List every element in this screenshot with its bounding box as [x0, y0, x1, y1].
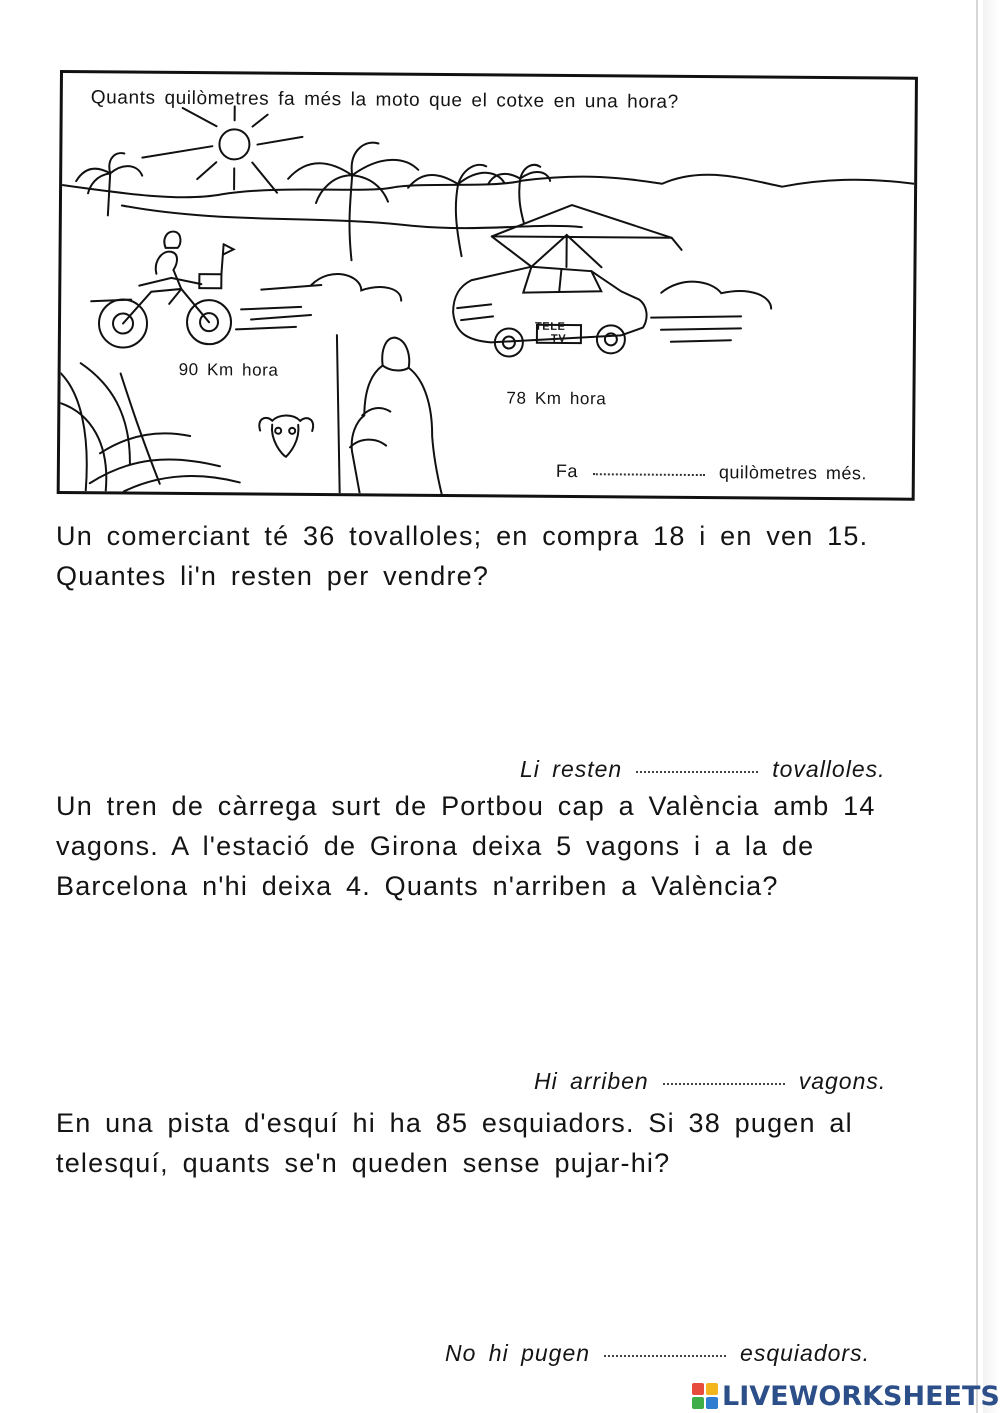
car-decal-tele: TELE: [534, 320, 566, 333]
answer-blank[interactable]: [636, 771, 758, 773]
answer-blank[interactable]: [663, 1083, 785, 1085]
moto-speed-label: 90 Km hora: [178, 359, 279, 380]
problem-2-text: Un tren de càrrega surt de Portbou cap a València amb 14 vagons. A l'estació de Girona deixa 5 vagons i a la de Barcelona n'hi deixa 4. Quants n'arriben a València?: [56, 791, 876, 901]
answer-suffix: quilòmetres més.: [718, 462, 868, 484]
page-shadow: [983, 0, 1000, 1413]
answer-prefix: Li resten: [520, 756, 623, 782]
problem-1-text: Un comerciant té 36 tovalloles; en compra 18 i en ven 15. Quantes li'n resten per vendre?: [56, 521, 869, 591]
liveworksheets-logo[interactable]: [692, 1379, 1000, 1413]
page-edge: [976, 0, 978, 1413]
answer-blank[interactable]: [592, 473, 704, 476]
answer-prefix: Hi arriben: [534, 1068, 649, 1094]
problem-1-answer-line: [520, 756, 886, 783]
cow-skull-icon: [259, 415, 313, 457]
logo-badge-icon: [692, 1383, 718, 1409]
monk-figure-icon: [336, 335, 443, 494]
motorcycle-icon: [91, 231, 234, 348]
answer-blank[interactable]: [604, 1355, 726, 1357]
sun-icon: [142, 106, 303, 193]
illustration-question: Quants quilòmetres fa més la moto que el cotxe en una hora?: [90, 87, 679, 113]
tent-icon: [491, 204, 681, 267]
answer-prefix: Fa: [555, 460, 578, 482]
problem-3-text: En una pista d'esquí hi ha 85 esquiadors. Si 38 pugen al telesquí, quants se'n queden sense pujar-hi?: [56, 1108, 853, 1178]
answer-suffix: tovalloles.: [772, 756, 886, 782]
car-speed-label: 78 Km hora: [506, 388, 607, 409]
desert-scene-illustration: [60, 73, 915, 498]
plant-leaves-icon: [60, 363, 241, 492]
illustration-answer-line: [556, 461, 867, 484]
palm-tree-icon: [408, 164, 505, 256]
answer-suffix: vagons.: [798, 1068, 887, 1094]
problem-2-answer-line: [534, 1068, 886, 1095]
car-decal-tv: TV: [550, 332, 567, 345]
palm-tree-icon: [288, 142, 419, 261]
problem-3-answer-line: [445, 1340, 870, 1367]
answer-suffix: esquiadors.: [740, 1340, 870, 1366]
logo-text: LIVEWORKSHEETS: [722, 1380, 1000, 1412]
palm-tree-icon: [76, 153, 142, 216]
illustration-frame: [57, 70, 918, 501]
palm-tree-icon: [488, 165, 550, 223]
answer-prefix: No hi pugen: [445, 1340, 591, 1366]
